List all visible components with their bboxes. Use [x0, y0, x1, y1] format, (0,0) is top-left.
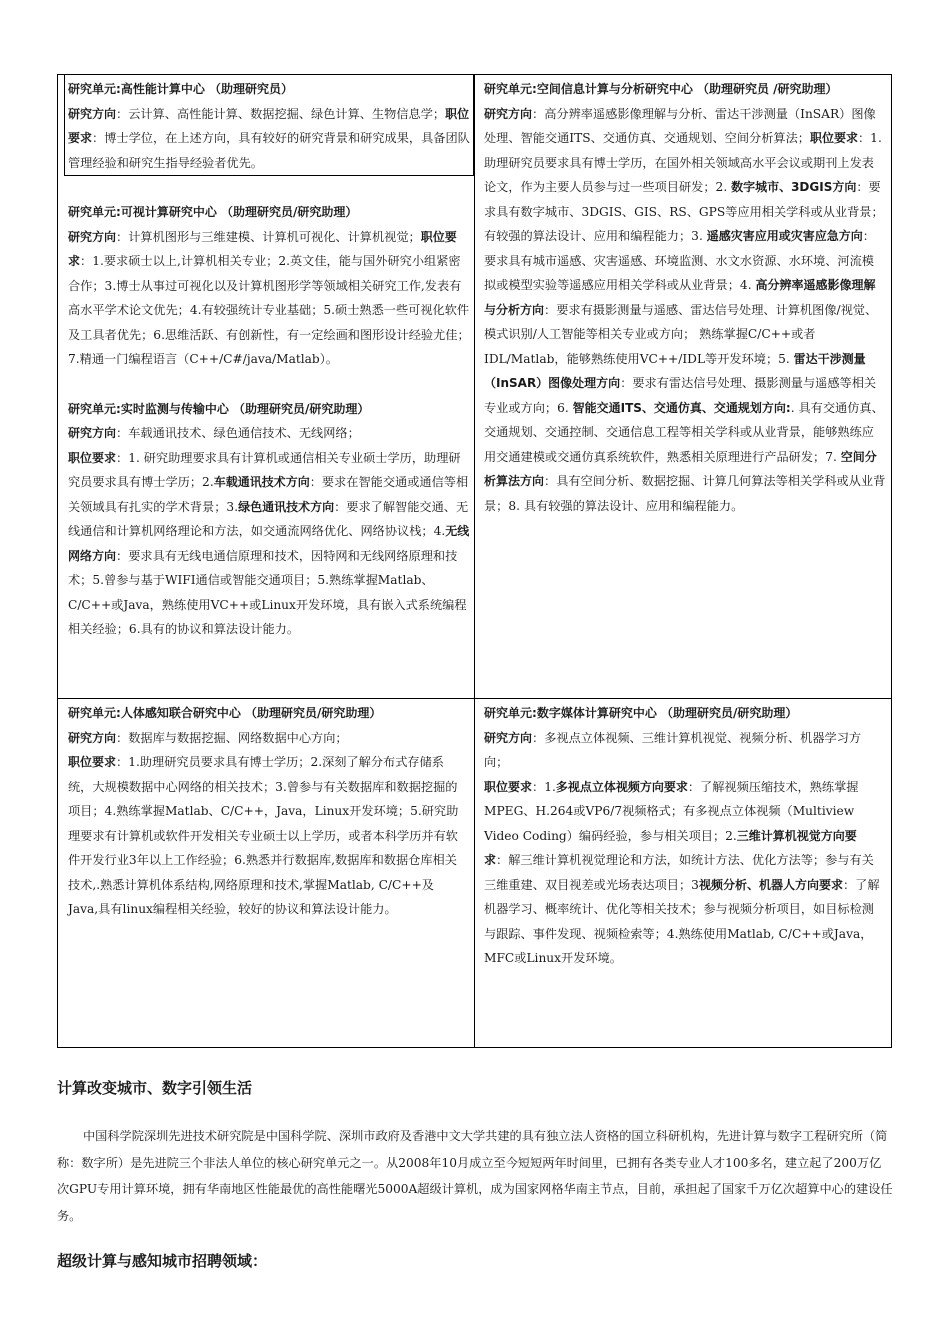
unit-monitor-requirements: 职位要求：1. 研究助理要求具有计算机或通信相关专业硕士学历，助理研究员要求具有博士学历；2.车载通讯技术方向：要求在智能交通或通信等相关领域具有扎实的学术背景；3.绿色通讯技术方向：要求了解智能交通、无线通信和计算机网络理论和方法，如交通流网络优化、网络协议栈；4.无线网络方向：要求具有无线电通信原理和技术，因特网和无线网络原理和技术；5.曾参与基于WIFI通信或智能交通项目；5.熟练掌握Matlab、C/C++或Java，熟练使用VC++或Linux开发环境，具有嵌入式系统编程相关经验；6.具有的协议和算法设计能力。 — [68, 450, 470, 636]
unit-media-requirements: 职位要求：1.多视点立体视频方向要求：了解视频压缩技术，熟练掌握MPEG、H.264或VP6/7视频格式；有多视点立体视频（Multiview Video Coding）编码经验，参与相关项目；2.三维计算机视觉方向要求：解三维计算机视觉理论和方法，如统计方法、优化方法等；参与有关三维重建、双目视差或光场表达项目；3视频分析、机器人方向要求：了解机器学习、概率统计、优化等相关技术；参与视频分析项目，如目标检测与跟踪、事件发现、视频检索等；4.熟练使用Matlab, C/C++或Java，MFC或Linux开发环境。 — [484, 779, 880, 965]
cell-left-upper — [68, 77, 471, 642]
unit-spatial: 研究单元:空间信息计算与分析研究中心 （助理研究员 /研究助理） — [484, 82, 838, 96]
unit-media: 研究单元:数字媒体计算研究中心 （助理研究员/研究助理） — [484, 706, 798, 720]
unit-media-direction: 研究方向：多视点立体视频、三维计算机视觉、视频分析、机器学习方向； — [484, 730, 862, 769]
table-column-divider — [474, 74, 475, 1048]
cell-right-lower — [484, 701, 880, 971]
section-heading-city: 计算改变城市、数字引领生活 — [57, 1079, 253, 1097]
unit-visual: 研究单元:可视计算研究中心 （助理研究员/研究助理） — [68, 205, 358, 219]
unit-spatial-description: 研究方向：高分辨率遥感影像理解与分析、雷达干涉测量（InSAR）图像处理、智能交通ITS、交通仿真、交通规划、空间分析算法；职位要求：1.助理研究员要求具有博士学历，在国外相关领域高水平会议或期刊上发表论文，作为主要人员参与过一些项目研发；2. 数字城市、3DGIS方向：要求具有数字城市、3DGIS、GIS、RS、GPS等应用相关学科或从业背景；有较强的算法设计、应用和编程能力；3. 遥感灾害应用或灾害应急方向：要求具有城市遥感、灾害遥感、环境监测、水文水资源、水环境、河流模拟或模型实验等遥感应用相关学科或从业背景；4. 高分辨率遥感影像理解与分析方向：要求有摄影测量与遥感、雷达信号处理、计算机图像/视觉、模式识别/人工智能等相关专业或方向； 熟练掌握C/C++或者IDL/Matlab，能够熟练使用VC++/IDL等开发环境；5. 雷达干涉测量（InSAR）图像处理方向：要求有雷达信号处理、摄影测量与遥感等相关专业或方向；6. 智能交通ITS、交通仿真、交通规划方向:. 具有交通仿真、交通规划、交通控制、交通信息工程等相关学科或从业背景，能够熟练应用交通建模或交通仿真系统软件，熟悉相关原理进行产品研发；7. 空间分析算法方向：具有空间分析、数据挖掘、计算几何算法等相关学科或从业背景；8. 具有较强的算法设计、应用和编程能力。 — [484, 106, 886, 513]
cell-right-upper — [484, 77, 886, 518]
unit-visual-description: 研究方向：计算机图形与三维建模、计算机可视化、计算机视觉；职位要求：1.要求硕士以上,计算机相关专业；2.英文佳，能与国外研究小组紧密合作；3.博士从事过可视化以及计算机图形学等领域相关研究工作,发表有高水平学术论文优先；4.有较强统计专业基础；5.硕士熟悉一些可视化软件及工具者优先；6.思维活跃、有创新性，有一定绘画和图形设计经验尤佳；7.精通一门编程语言（C++/C#/java/Matlab）。 — [68, 229, 470, 366]
unit-perception-requirements: 职位要求：1.助理研究员要求具有博士学历；2.深刻了解分布式存储系统，大规模数据中心网络的相关技术；3.曾参与有关数据库和数据挖掘的项目；4.熟练掌握Matlab、C/C++，Java，Linux开发环境；5.研究助理要求有计算机或软件开发相关专业硕士以上学历，或者本科学历并有软件开发行业3年以上工作经验；6.熟悉并行数据库,数据库和数据仓库相关技术,.熟悉计算机体系结构,网络原理和技术,掌握Matlab, C/C++及Java,具有linux编程相关经验，较好的协议和算法设计能力。 — [68, 755, 459, 916]
unit-hpc: 研究单元:高性能计算中心 （助理研究员） — [68, 82, 293, 96]
section-heading-recruit: 超级计算与感知城市招聘领域： — [57, 1252, 268, 1270]
cell-left-lower — [68, 701, 464, 922]
unit-hpc-description: 研究方向：云计算、高性能计算、数据挖掘、绿色计算、生物信息学；职位要求：博士学位，在上述方向，具有较好的研究背景和研究成果，具备团队管理经验和研究生指导经验者优先。 — [68, 106, 470, 170]
table-row-divider — [57, 698, 892, 699]
section-body-intro: 中国科学院深圳先进技术研究院是中国科学院、深圳市政府及香港中文大学共建的具有独立法人资格的国立科研机构，先进计算与数字工程研究所（简称：数字所）是先进院三个非法人单位的核心研究单元之一。从2008年10月成立至今短短两年时间里，已拥有各类专业人才100多名，建立起了200万亿次GPU专用计算环境，拥有华南地区性能最优的高性能曙光5000A超级计算机，成为国家网格华南主节点，目前，承担起了国家千万亿次超算中心的建设任务。 — [57, 1129, 893, 1223]
unit-monitor: 研究单元:实时监测与传输中心 （助理研究员/研究助理） — [68, 401, 370, 416]
unit-perception-direction: 研究方向：数据库与数据挖掘、网络数据中心方向； — [68, 730, 348, 745]
unit-perception: 研究单元:人体感知联合研究中心 （助理研究员/研究助理） — [68, 706, 382, 720]
unit-monitor-direction: 研究方向：车载通讯技术、绿色通信技术、无线网络； — [68, 426, 360, 440]
